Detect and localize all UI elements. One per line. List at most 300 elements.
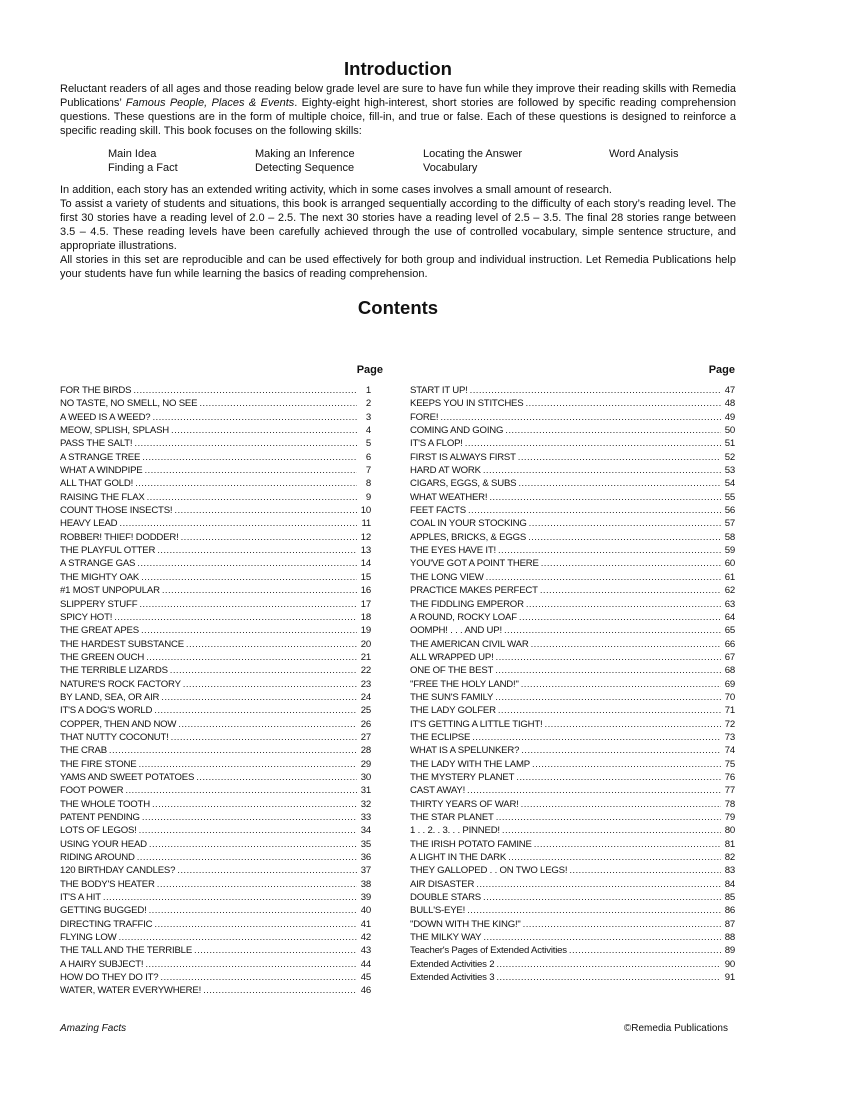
dot-leader (521, 678, 721, 691)
book-title-italic: Famous People, Places & Events (125, 97, 295, 109)
dot-leader (519, 611, 721, 624)
toc-entry (60, 878, 371, 891)
toc-entry-page: 87 (724, 918, 735, 930)
dot-leader (529, 517, 721, 530)
toc-entry-page: 23 (360, 678, 371, 690)
toc-entry-title: A LIGHT IN THE DARK (410, 852, 507, 864)
toc-entry (60, 624, 371, 637)
toc-entry-title: WHAT IS A SPELUNKER? (410, 745, 520, 757)
toc-entry-page: 80 (724, 825, 735, 837)
dot-leader (186, 638, 357, 651)
toc-entry (410, 824, 735, 837)
toc-entry-page: 21 (360, 651, 371, 663)
page-column-header: Page (356, 364, 383, 376)
toc-entry (410, 958, 735, 971)
toc-entry-title: A STRANGE TREE (60, 451, 141, 463)
toc-entry (410, 691, 735, 704)
toc-entry-title: ONE OF THE BEST (410, 665, 494, 677)
dot-leader (483, 464, 721, 477)
introduction-heading: Introduction (344, 58, 452, 79)
toc-entry-title: ALL THAT GOLD! (60, 478, 134, 490)
toc-entry-page: 33 (360, 812, 371, 823)
toc-entry-page: 72 (724, 718, 735, 730)
dot-leader (532, 758, 721, 771)
toc-entry-title: DOUBLE STARS (410, 892, 481, 904)
dot-leader (531, 638, 721, 651)
dot-leader (569, 864, 721, 877)
dot-leader (476, 878, 721, 891)
toc-entry-page: 16 (360, 585, 371, 597)
toc-entry-page: 44 (360, 958, 371, 970)
toc-entry-title: NO TASTE, NO SMELL, NO SEE (60, 398, 198, 410)
toc-entry-title: HOW DO THEY DO IT? (60, 972, 159, 984)
toc-entry-page: 74 (724, 745, 735, 757)
toc-entry (410, 784, 735, 797)
toc-entry (60, 664, 371, 677)
page-column-header: Page (708, 364, 735, 376)
toc-entry (60, 531, 371, 544)
toc-entry (410, 878, 735, 891)
toc-entry (410, 557, 735, 570)
toc-entry-title: COAL IN YOUR STOCKING (410, 518, 527, 530)
toc-entry (60, 544, 371, 557)
toc-entry (60, 984, 371, 997)
dot-leader (152, 411, 357, 424)
toc-entry-page: 49 (724, 411, 735, 423)
toc-entry-title: COUNT THOSE INSECTS! (60, 505, 173, 517)
dot-leader (134, 437, 357, 450)
toc-entry-title: PATENT PENDING (60, 812, 140, 823)
toc-entry-page: 4 (365, 425, 371, 437)
toc-entry-title: OOMPH! . . . AND UP! (410, 625, 502, 637)
toc-right-list (410, 384, 735, 984)
toc-entry-page: 71 (724, 705, 735, 717)
skill-item: Locating the Answer (423, 148, 523, 160)
toc-entry (60, 718, 371, 731)
toc-entry-title: FORE! (410, 411, 439, 423)
dot-leader (137, 557, 357, 570)
toc-entry-title: USING YOUR HEAD (60, 838, 147, 850)
toc-entry-title: YAMS AND SWEET POTATOES (60, 771, 195, 783)
toc-entry-title: THE MIGHTY OAK (60, 571, 140, 583)
toc-entry (60, 397, 371, 410)
dot-leader (483, 931, 721, 944)
toc-entry-page: 58 (724, 531, 735, 543)
toc-entry-title: START IT UP! (410, 385, 468, 396)
dot-leader (496, 958, 721, 971)
toc-entry (410, 811, 735, 824)
dot-leader (486, 571, 721, 584)
dot-leader (545, 718, 721, 731)
toc-entry (410, 744, 735, 757)
toc-entry-page: 30 (360, 771, 371, 783)
toc-entry-page: 45 (360, 972, 371, 984)
toc-entry-page: 24 (360, 691, 371, 703)
toc-entry-title: THE TALL AND THE TERRIBLE (60, 945, 193, 957)
toc-entry-page: 51 (724, 438, 735, 450)
dot-leader (496, 651, 721, 664)
toc-entry (410, 384, 735, 397)
dot-leader (160, 971, 357, 984)
toc-entry-page: 15 (360, 571, 371, 583)
toc-entry-page: 60 (724, 558, 735, 570)
toc-entry (60, 517, 371, 530)
toc-entry-title: BY LAND, SEA, OR AIR (60, 691, 160, 703)
toc-entry-page: 76 (724, 771, 735, 783)
toc-entry (410, 758, 735, 771)
toc-entry-page: 59 (724, 545, 735, 557)
dot-leader (178, 718, 357, 731)
dot-leader (157, 544, 357, 557)
toc-entry-page: 2 (365, 398, 371, 410)
toc-entry-title: THE GREAT APES (60, 625, 139, 637)
toc-entry-title: GETTING BUGGED! (60, 905, 147, 917)
toc-entry (410, 891, 735, 904)
toc-entry-title: THE LADY GOLFER (410, 705, 496, 717)
toc-entry-page: 48 (724, 398, 735, 410)
toc-entry (410, 771, 735, 784)
dot-leader (467, 904, 721, 917)
toc-entry (60, 851, 371, 864)
toc-entry-title: Teacher's Pages of Extended Activities (410, 945, 567, 957)
toc-entry-title: IT'S GETTING A LITTLE TIGHT! (410, 718, 543, 730)
toc-entry (60, 571, 371, 584)
toc-entry (60, 557, 371, 570)
skill-item: Word Analysis (609, 148, 679, 160)
toc-entry (60, 638, 371, 651)
toc-entry-title: THE GREEN OUCH (60, 651, 145, 663)
toc-entry-title: IT'S A HIT (60, 892, 101, 904)
toc-entry-page: 90 (724, 958, 735, 970)
toc-entry-page: 1 (365, 385, 371, 396)
dot-leader (470, 384, 721, 397)
toc-entry-title: WHAT A WINDPIPE (60, 465, 143, 477)
dot-leader (523, 918, 721, 931)
toc-entry-title: THE FIRE STONE (60, 758, 137, 770)
toc-entry (60, 798, 371, 811)
toc-entry (410, 517, 735, 530)
toc-entry-title: PASS THE SALT! (60, 438, 133, 450)
toc-entry-page: 25 (360, 705, 371, 717)
toc-entry (410, 931, 735, 944)
toc-entry-page: 83 (724, 865, 735, 877)
toc-entry-page: 88 (724, 932, 735, 944)
toc-entry-page: 5 (365, 438, 371, 450)
toc-entry-title: PRACTICE MAKES PERFECT (410, 585, 538, 597)
toc-entry-title: CIGARS, EGGS, & SUBS (410, 478, 517, 490)
toc-entry (60, 971, 371, 984)
dot-leader (203, 984, 357, 997)
toc-entry (410, 798, 735, 811)
toc-entry (410, 971, 735, 984)
toc-entry-title: CAST AWAY! (410, 785, 466, 797)
toc-entry-page: 8 (365, 478, 371, 490)
intro-paragraph-3: To assist a variety of students and situations, this book is arranged sequentially according to the difficulty of each story’s reading level. The first 30 stories have a reading level of 2.0 – 2.5. The next 30 stories have a reading level of 2.5 – 3.5. The final 28 stories range between 3.5 – 4.5. These reading levels have been carefully achieved through the use of controlled vocabulary, simple sentence structure, and appropriate illustrations. (60, 198, 736, 252)
toc-entry (410, 851, 735, 864)
toc-entry-page: 35 (360, 838, 371, 850)
toc-entry (60, 891, 371, 904)
toc-entry (410, 424, 735, 437)
dot-leader (114, 611, 357, 624)
toc-entry-title: SPICY HOT! (60, 611, 113, 623)
toc-entry-title: DIRECTING TRAFFIC (60, 918, 153, 930)
toc-entry (410, 611, 735, 624)
toc-entry-page: 28 (360, 745, 371, 757)
toc-entry (410, 918, 735, 931)
dot-leader (196, 771, 357, 784)
toc-entry (410, 477, 735, 490)
toc-entry (410, 531, 735, 544)
toc-entry-page: 20 (360, 638, 371, 650)
toc-entry (410, 651, 735, 664)
toc-entry-page: 62 (724, 585, 735, 597)
dot-leader (465, 437, 721, 450)
toc-entry-page: 89 (724, 945, 735, 957)
toc-entry-title: THE LADY WITH THE LAMP (410, 758, 530, 770)
dot-leader (118, 931, 357, 944)
intro-paragraph-2: In addition, each story has an extended writing activity, which in some cases involves a small amount of research. (60, 184, 612, 196)
toc-entry-page: 79 (724, 812, 735, 823)
toc-entry-page: 11 (361, 518, 371, 530)
toc-entry-page: 19 (360, 625, 371, 637)
dot-leader (147, 491, 357, 504)
toc-entry-page: 13 (360, 545, 371, 557)
toc-entry-title: AIR DISASTER (410, 878, 475, 890)
toc-entry-title: FEET FACTS (410, 505, 466, 517)
toc-entry-title: FLYING LOW (60, 932, 117, 944)
toc-entry-page: 27 (360, 731, 371, 743)
skill-item: Vocabulary (423, 162, 478, 174)
toc-entry-page: 84 (724, 878, 735, 890)
toc-entry (410, 944, 735, 957)
toc-entry-title: A HAIRY SUBJECT! (60, 958, 144, 970)
intro-paragraph-1-start: Reluctant readers of all ages and those reading below grade level are sure to have fun while they improve their reading skills with Remedia Publications’ (60, 83, 736, 109)
dot-leader (171, 731, 357, 744)
toc-entry (60, 918, 371, 931)
toc-entry (410, 504, 735, 517)
toc-entry-page: 43 (360, 945, 371, 957)
dot-leader (152, 798, 357, 811)
dot-leader (137, 851, 357, 864)
toc-entry-page: 82 (724, 852, 735, 864)
dot-leader (495, 691, 721, 704)
toc-entry-title: A ROUND, ROCKY LOAF (410, 611, 517, 623)
intro-paragraph-1 (60, 82, 736, 138)
toc-entry-title: THEY GALLOPED . . ON TWO LEGS! (410, 865, 568, 877)
toc-entry-title: Extended Activities 3 (410, 972, 495, 984)
toc-left-column (60, 363, 383, 998)
dot-leader (103, 891, 357, 904)
toc-entry (60, 691, 371, 704)
toc-entry-page: 42 (360, 932, 371, 944)
dot-leader (569, 944, 721, 957)
toc-entry-page: 32 (360, 798, 371, 810)
dot-leader (468, 504, 721, 517)
footer-book-title: Amazing Facts (60, 1023, 127, 1034)
toc-entry-page: 68 (724, 665, 735, 677)
toc-entry-page: 86 (724, 905, 735, 917)
toc-entry (60, 651, 371, 664)
toc-entry-title: COMING AND GOING (410, 425, 504, 437)
toc-entry (60, 611, 371, 624)
toc-entry (60, 384, 371, 397)
dot-leader (483, 891, 721, 904)
toc-entry-title: HARD AT WORK (410, 465, 481, 477)
toc-entry (60, 838, 371, 851)
dot-leader (518, 451, 721, 464)
toc-entry-title: MEOW, SPLISH, SPLASH (60, 425, 170, 437)
toc-entry-page: 57 (724, 518, 735, 530)
dot-leader (440, 411, 721, 424)
toc-entry (60, 731, 371, 744)
toc-entry (60, 944, 371, 957)
toc-entry-title: THE EYES HAVE IT! (410, 545, 496, 557)
dot-leader (541, 557, 721, 570)
toc-entry-title: BULL'S-EYE! (410, 905, 466, 917)
dot-leader (149, 838, 357, 851)
skill-item: Detecting Sequence (255, 162, 355, 174)
toc-entry-page: 18 (360, 611, 371, 623)
toc-entry-title: THAT NUTTY COCONUT! (60, 731, 169, 743)
dot-leader (498, 544, 721, 557)
toc-left-list (60, 384, 371, 998)
toc-entry-title: "FREE THE HOLY LAND!" (410, 678, 519, 690)
toc-entry-title: THE MYSTERY PLANET (410, 771, 515, 783)
toc-entry-title: A STRANGE GAS (60, 558, 136, 570)
footer-copyright: ©Remedia Publications (623, 1023, 728, 1034)
dot-leader (141, 571, 357, 584)
toc-entry-title: "DOWN WITH THE KING!" (410, 918, 521, 930)
toc-entry-title: THE FIDDLING EMPEROR (410, 598, 524, 610)
dot-leader (139, 598, 357, 611)
dot-leader (521, 798, 721, 811)
dot-leader (154, 918, 357, 931)
toc-entry-title: LOTS OF LEGOS! (60, 825, 137, 837)
dot-leader (142, 811, 357, 824)
dot-leader (109, 744, 357, 757)
toc-entry-title: THE TERRIBLE LIZARDS (60, 665, 168, 677)
dot-leader (516, 771, 721, 784)
toc-entry-title: 1 . . 2. . 3. . . PINNED! (410, 825, 500, 837)
toc-entry-title: IT'S A FLOP! (410, 438, 463, 450)
toc-entry (410, 624, 735, 637)
toc-entry-page: 6 (365, 451, 371, 463)
toc-entry (410, 491, 735, 504)
toc-entry (410, 664, 735, 677)
dot-leader (199, 397, 357, 410)
toc-entry (410, 464, 735, 477)
toc-entry (410, 704, 735, 717)
toc-entry-page: 12 (360, 531, 371, 543)
dot-leader (528, 531, 721, 544)
toc-entry-page: 53 (724, 465, 735, 477)
skill-item: Making an Inference (255, 148, 355, 160)
toc-entry (60, 584, 371, 597)
dot-leader (133, 384, 357, 397)
dot-leader (141, 624, 357, 637)
toc-entry-page: 66 (724, 638, 735, 650)
toc-entry-page: 14 (360, 558, 371, 570)
dot-leader (495, 664, 721, 677)
dot-leader (119, 517, 357, 530)
toc-entry (60, 411, 371, 424)
toc-entry-page: 34 (360, 825, 371, 837)
dot-leader (502, 824, 721, 837)
toc-entry-title: THE CRAB (60, 745, 107, 757)
toc-entry-title: THE HARDEST SUBSTANCE (60, 638, 184, 650)
toc-entry-page: 31 (360, 785, 371, 797)
toc-entry (410, 598, 735, 611)
toc-entry-title: APPLES, BRICKS, & EGGS (410, 531, 527, 543)
dot-leader (472, 731, 721, 744)
toc-entry (60, 464, 371, 477)
toc-entry-page: 3 (365, 411, 371, 423)
toc-entry-title: HEAVY LEAD (60, 518, 118, 530)
toc-entry (60, 424, 371, 437)
toc-entry-page: 38 (360, 878, 371, 890)
dot-leader (161, 691, 357, 704)
intro-paragraph-1-end: . Eighty-eight high-interest, short stories are followed by specific reading comprehension questions. These questions are in the form of multiple choice, fill-in, and true or false. Each of these questions is designed to reinforce a specific reading skill. This book focuses on the following skills: (60, 97, 737, 137)
toc-entry (60, 598, 371, 611)
dot-leader (146, 651, 357, 664)
toc-entry-title: IT'S A DOG'S WORLD (60, 705, 153, 717)
toc-entry (60, 931, 371, 944)
toc-entry-page: 22 (360, 665, 371, 677)
dot-leader (171, 424, 357, 437)
skill-item: Main Idea (108, 148, 157, 160)
toc-entry-page: 63 (724, 598, 735, 610)
toc-entry-page: 73 (724, 731, 735, 743)
toc-entry-page: 55 (724, 491, 735, 503)
toc-entry-page: 54 (724, 478, 735, 490)
dot-leader (489, 491, 721, 504)
dot-leader (135, 477, 357, 490)
toc-entry (410, 864, 735, 877)
toc-entry (60, 704, 371, 717)
toc-entry-page: 7 (365, 465, 371, 477)
dot-leader (142, 451, 357, 464)
toc-entry-page: 10 (360, 505, 371, 517)
toc-entry (60, 744, 371, 757)
toc-entry (410, 397, 735, 410)
toc-entry-page: 85 (724, 892, 735, 904)
dot-leader (154, 704, 357, 717)
toc-entry (60, 477, 371, 490)
toc-entry (60, 811, 371, 824)
skills-list (108, 147, 736, 175)
toc-entry-page: 81 (724, 838, 735, 850)
toc-entry-title: THE SUN'S FAMILY (410, 691, 494, 703)
toc-entry-page: 47 (724, 385, 735, 396)
toc-entry (60, 864, 371, 877)
dot-leader (157, 878, 357, 891)
toc-right-column (410, 363, 735, 984)
toc-entry-title: THE PLAYFUL OTTER (60, 545, 156, 557)
toc-entry (410, 544, 735, 557)
toc-entry-title: A WEED IS A WEED? (60, 411, 151, 423)
toc-entry-page: 65 (724, 625, 735, 637)
toc-entry-page: 75 (724, 758, 735, 770)
toc-entry-title: COPPER, THEN AND NOW (60, 718, 177, 730)
toc-entry-page: 37 (360, 865, 371, 877)
toc-entry-page: 70 (724, 691, 735, 703)
dot-leader (534, 838, 721, 851)
dot-leader (177, 864, 357, 877)
toc-entry (60, 491, 371, 504)
toc-entry (60, 451, 371, 464)
toc-entry-title: Extended Activities 2 (410, 958, 495, 970)
toc-entry (60, 504, 371, 517)
